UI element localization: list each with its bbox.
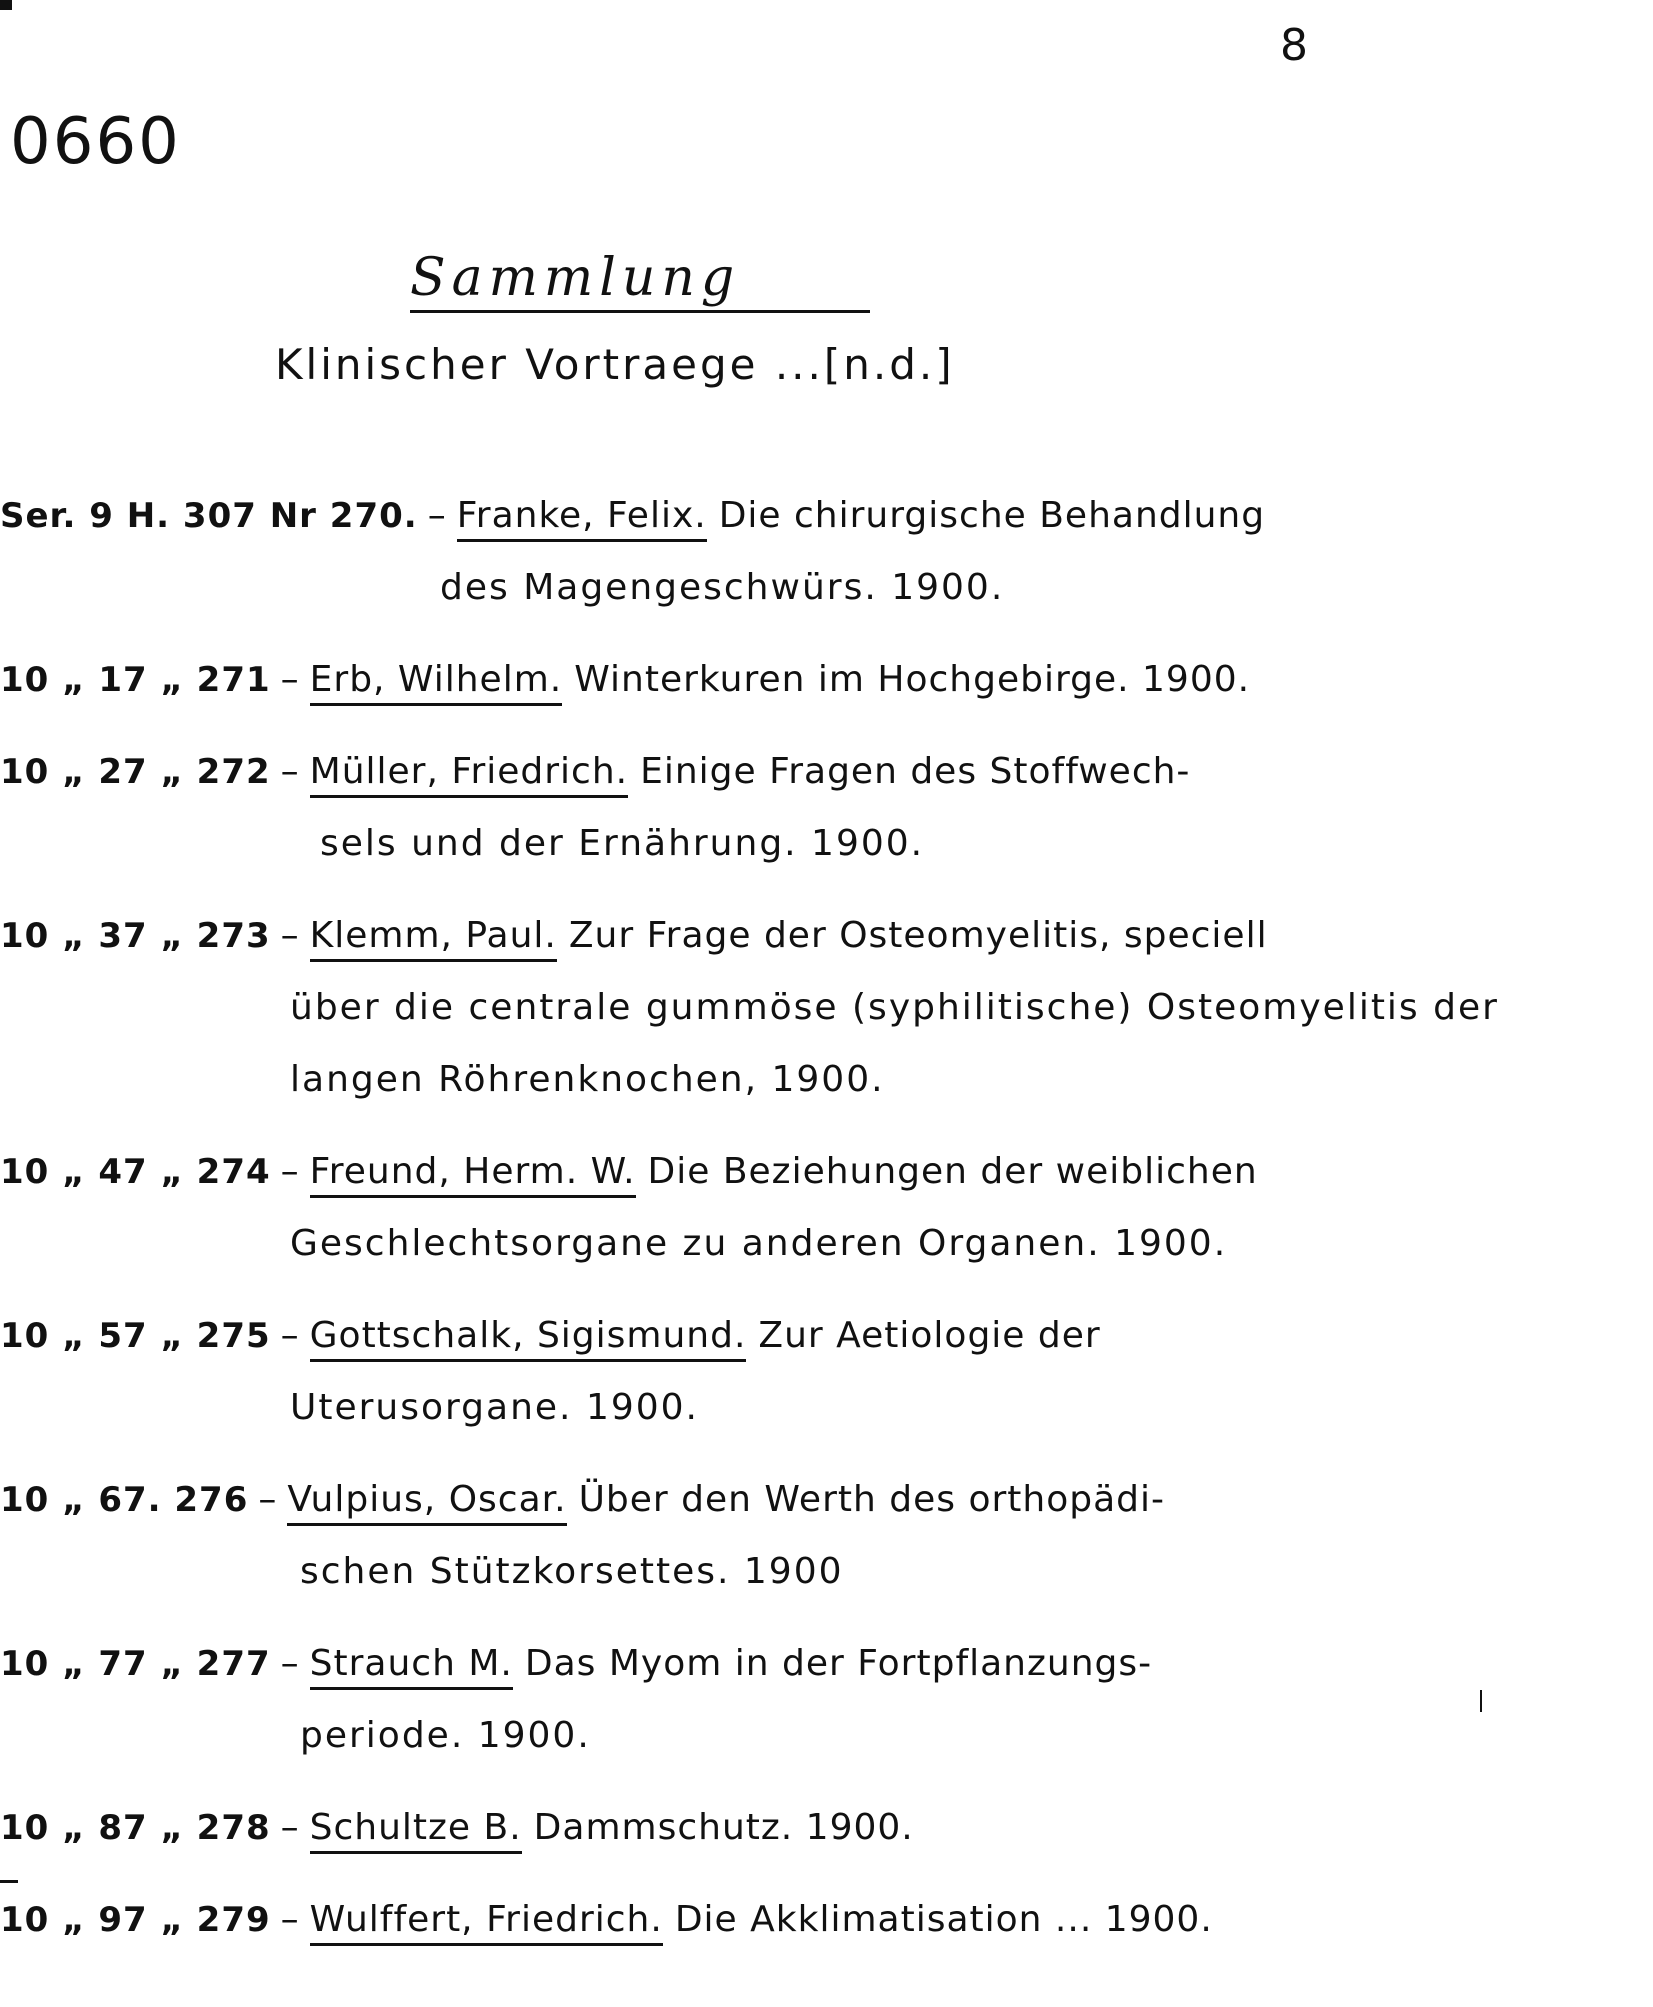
list-item xyxy=(0,1628,1520,1772)
list-item xyxy=(0,1300,1520,1444)
list-item xyxy=(0,736,1520,880)
page-number: 8 xyxy=(1280,20,1308,71)
series-ref: 10 „ 17 „ 271 xyxy=(0,660,271,700)
list-item xyxy=(0,1792,1520,1864)
series-ref: 10 „ 37 „ 273 xyxy=(0,916,271,956)
entry-title: Winterkuren im Hochgebirge. 1900. xyxy=(574,659,1251,700)
author: Erb, Wilhelm. xyxy=(310,657,563,706)
entry-line xyxy=(0,900,1520,972)
dash: – xyxy=(280,1643,300,1684)
entry-continuation: über die centrale gummöse (syphilitische) Osteomyelitis der xyxy=(290,987,1499,1028)
author: Freund, Herm. W. xyxy=(310,1149,636,1198)
series-ref: 10 „ 27 „ 272 xyxy=(0,752,271,792)
entry-title: Die Akklimatisation ... 1900. xyxy=(674,1899,1213,1940)
entry-title: Einige Fragen des Stoffwech- xyxy=(640,751,1191,792)
series-ref: 10 „ 97 „ 279 xyxy=(0,1900,271,1940)
author: Wulffert, Friedrich. xyxy=(310,1897,663,1946)
list-item xyxy=(0,900,1520,1116)
entry-line xyxy=(0,1136,1520,1208)
dash: – xyxy=(280,1315,300,1356)
entry-title: Dammschutz. 1900. xyxy=(533,1807,914,1848)
author: Vulpius, Oscar. xyxy=(287,1477,566,1526)
author: Gottschalk, Sigismund. xyxy=(310,1313,747,1362)
author: Schultze B. xyxy=(310,1805,522,1854)
entry-continuation: periode. 1900. xyxy=(300,1715,591,1756)
series-ref: 10 „ 57 „ 275 xyxy=(0,1316,271,1356)
entry-continuation: langen Röhrenknochen, 1900. xyxy=(290,1059,885,1100)
entry-line xyxy=(0,644,1520,716)
list-item xyxy=(0,1136,1520,1280)
entry-line xyxy=(0,1628,1520,1700)
dash: – xyxy=(280,915,300,956)
entry-line xyxy=(0,1884,1520,1956)
entry-continuation: des Magengeschwürs. 1900. xyxy=(440,567,1005,608)
entry-title: Das Myom in der Fortpflanzungs- xyxy=(524,1643,1153,1684)
author: Müller, Friedrich. xyxy=(310,749,628,798)
entry-title: Zur Aetiologie der xyxy=(758,1315,1101,1356)
entry-continuation: sels und der Ernährung. 1900. xyxy=(320,823,925,864)
entry-line xyxy=(0,1792,1520,1864)
entry-title: Über den Werth des orthopädi- xyxy=(578,1479,1165,1520)
dash: – xyxy=(280,751,300,792)
series-ref: 10 „ 67. 276 xyxy=(0,1480,249,1520)
series-ref: 10 „ 77 „ 277 xyxy=(0,1644,271,1684)
entry-line xyxy=(0,1300,1520,1372)
list-item xyxy=(0,1464,1520,1608)
series-ref: Ser. 9 H. 307 Nr 270. xyxy=(0,496,418,536)
entry-line xyxy=(0,480,1520,552)
entry-title: Die chirurgische Behandlung xyxy=(718,495,1266,536)
dash: – xyxy=(258,1479,278,1520)
author: Strauch M. xyxy=(310,1641,513,1690)
entry-list xyxy=(0,480,1520,1976)
entry-line xyxy=(0,736,1520,808)
entry-continuation: Geschlechtsorgane zu anderen Organen. 1900. xyxy=(290,1223,1228,1264)
card-id: 0660 xyxy=(10,105,181,179)
corner-mark xyxy=(0,0,12,10)
entry-continuation: Uterusorgane. 1900. xyxy=(290,1387,700,1428)
series-ref: 10 „ 47 „ 274 xyxy=(0,1152,271,1192)
dash: – xyxy=(427,495,447,536)
dash: – xyxy=(280,1807,300,1848)
dash: – xyxy=(280,1151,300,1192)
entry-title: Die Beziehungen der weiblichen xyxy=(647,1151,1258,1192)
dash: – xyxy=(280,1899,300,1940)
dash: – xyxy=(280,659,300,700)
entry-line xyxy=(0,1464,1520,1536)
card-subtitle: Klinischer Vortraege ...[n.d.] xyxy=(275,340,955,389)
series-ref: 10 „ 87 „ 278 xyxy=(0,1808,271,1848)
list-item xyxy=(0,1884,1520,1956)
author: Klemm, Paul. xyxy=(310,913,557,962)
card-title: Sammlung xyxy=(410,248,870,313)
author: Franke, Felix. xyxy=(457,493,707,542)
entry-continuation: schen Stützkorsettes. 1900 xyxy=(300,1551,844,1592)
entry-title: Zur Frage der Osteomyelitis, speciell xyxy=(568,915,1268,956)
list-item xyxy=(0,644,1520,716)
list-item xyxy=(0,480,1520,624)
